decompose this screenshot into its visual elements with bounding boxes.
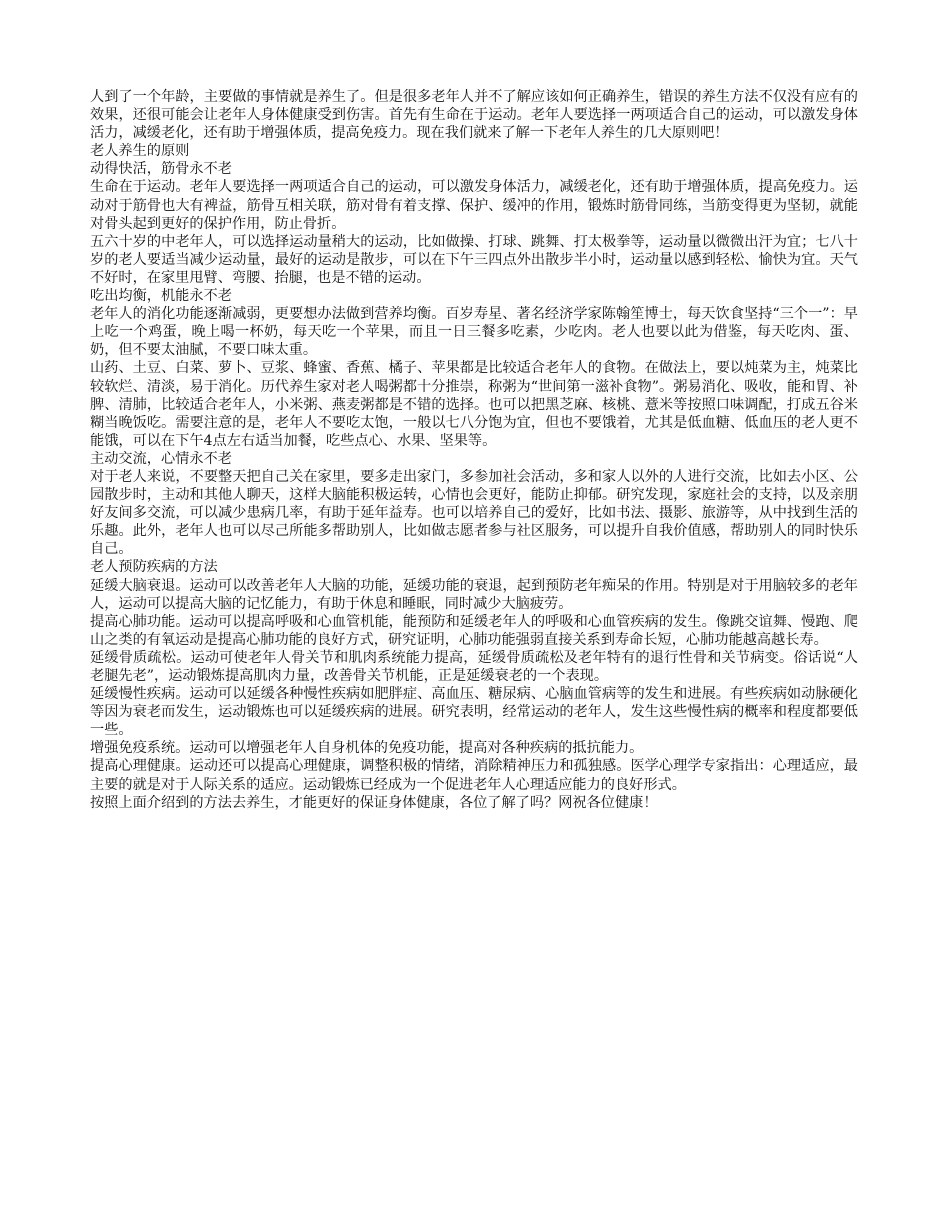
section-heading-prevention: 老人预防疾病的方法 bbox=[90, 559, 218, 576]
section-heading-principles: 老人养生的原则 bbox=[90, 143, 190, 160]
paragraph-immune: 增强免疫系统。运动可以增强老年人自身机体的免疫功能，提高对各种疾病的抵抗能力。 bbox=[90, 740, 644, 757]
paragraph-heart-lung: 提高心肺功能。运动可以提高呼吸和心血管机能，能预防和延缓老年人的呼吸和心血管疾病的发生。像跳交谊舞、慢跑、爬山之类的有氧运动是提高心肺功能的良好方式，研究证明，心肺功能强弱直接关系到寿命长短，心肺功能越高越长寿。 bbox=[90, 613, 858, 648]
subheading-exercise: 动得快活，筋骨永不老 bbox=[90, 161, 232, 178]
article-body bbox=[90, 88, 858, 812]
paragraph-communication: 对于老人来说，不要整天把自己关在家里，要多走出家门，多参加社会活动，多和家人以外的人进行交流，比如去小区、公园散步时，主动和其他人聊天，这样大脑能积极运转，心情也会更好，能防止抑郁。研究发现，家庭社会的支持，以及亲朋好友间多交流，可以减少患病几率，有助于延年益寿。也可以培养自己的爱好，比如书法、摄影、旅游等，从中找到生活的乐趣。此外，老年人也可以尽己所能多帮助别人，比如做志愿者参与社区服务，可以提升自我价值感，帮助别人的同时快乐自己。 bbox=[90, 468, 858, 558]
paragraph-mental-health: 提高心理健康。运动还可以提高心理健康，调整积极的情绪，消除精神压力和孤独感。医学心理学专家指出：心理适应，最主要的就是对于人际关系的适应。运动锻炼已经成为一个促进老年人心理适应能力的良好形式。 bbox=[90, 758, 858, 793]
paragraph-brain: 延缓大脑衰退。运动可以改善老年人大脑的功能，延缓功能的衰退，起到预防老年痴呆的作用。特别是对于用脑较多的老年人，运动可以提高大脑的记忆能力，有助于休息和睡眠，同时减少大脑疲劳。 bbox=[90, 577, 858, 612]
paragraph-exercise-2: 五六十岁的中老年人，可以选择运动量稍大的运动，比如做操、打球、跳舞、打太极拳等，运动量以微微出汗为宜；七八十岁的老人要适当减少运动量，最好的运动是散步，可以在下午三四点外出散步半小时，运动量以感到轻松、愉快为宜。天气不好时，在家里甩臂、弯腰、抬腿，也是不错的运动。 bbox=[90, 233, 858, 286]
subheading-diet: 吃出均衡，机能永不老 bbox=[90, 288, 232, 305]
paragraph-chronic-disease: 延缓慢性疾病。运动可以延缓各种慢性疾病如肥胖症、高血压、糖尿病、心脑血管病等的发生和进展。有些疾病如动脉硬化等因为衰老而发生，运动锻炼也可以延缓疾病的进展。研究表明，经常运动的老年人，发生这些慢性病的概率和程度都要低一些。 bbox=[90, 686, 858, 739]
paragraph-diet-2: 山药、土豆、白菜、萝卜、豆浆、蜂蜜、香蕉、橘子、苹果都是比较适合老年人的食物。在做法上，要以炖菜为主，炖菜比较软烂、清淡，易于消化。历代养生家对老人喝粥都十分推崇，称粥为“世间第一滋补食物”。粥易消化、吸收，能和胃、补脾、清肺，比较适合老年人，小米粥、燕麦粥都是不错的选择。也可以把黑芝麻、核桃、薏米等按照口味调配，打成五谷米糊当晚饭吃。需要注意的是，老年人不要吃太饱，一般以七八分饱为宜，但也不要饿着，尤其是低血糖、低血压的老人更不能饿，可以在下午4点左右适当加餐，吃些点心、水果、坚果等。 bbox=[90, 360, 858, 449]
intro-paragraph: 人到了一个年龄，主要做的事情就是养生了。但是很多老年人并不了解应该如何正确养生，错误的养生方法不仅没有应有的效果，还很可能会让老年人身体健康受到伤害。首先有生命在于运动。老年人要选择一两项适合自己的运动，可以激发身体活力，减缓老化，还有助于增强体质，提高免疫力。现在我们就来了解一下老年人养生的几大原则吧！ bbox=[90, 89, 858, 142]
paragraph-bone: 延缓骨质疏松。运动可使老年人骨关节和肌肉系统能力提高，延缓骨质疏松及老年特有的退行性骨和关节病变。俗话说“人老腿先老”，运动锻炼提高肌肉力量，改善骨关节机能，正是延缓衰老的一个表现。 bbox=[90, 649, 858, 684]
paragraph-exercise-1: 生命在于运动。老年人要选择一两项适合自己的运动，可以激发身体活力，减缓老化，还有助于增强体质，提高免疫力。运动对于筋骨也大有裨益，筋骨互相关联，筋对骨有着支撑、保护、缓冲的作用，锻炼时筋骨同练，当筋变得更为坚韧，就能对骨头起到更好的保护作用，防止骨折。 bbox=[90, 179, 858, 232]
subheading-communication: 主动交流，心情永不老 bbox=[90, 450, 232, 467]
paragraph-diet-1: 老年人的消化功能逐渐减弱，更要想办法做到营养均衡。百岁寿星、著名经济学家陈翰笙博士，每天饮食坚持“三个一”：早上吃一个鸡蛋，晚上喝一杯奶，每天吃一个苹果，而且一日三餐多吃素，少吃肉。老人也要以此为借鉴，每天吃肉、蛋、奶，但不要太油腻，不要口味太重。 bbox=[90, 306, 858, 359]
closing-paragraph: 按照上面介绍到的方法去养生，才能更好的保证身体健康，各位了解了吗？网祝各位健康！ bbox=[90, 794, 658, 811]
